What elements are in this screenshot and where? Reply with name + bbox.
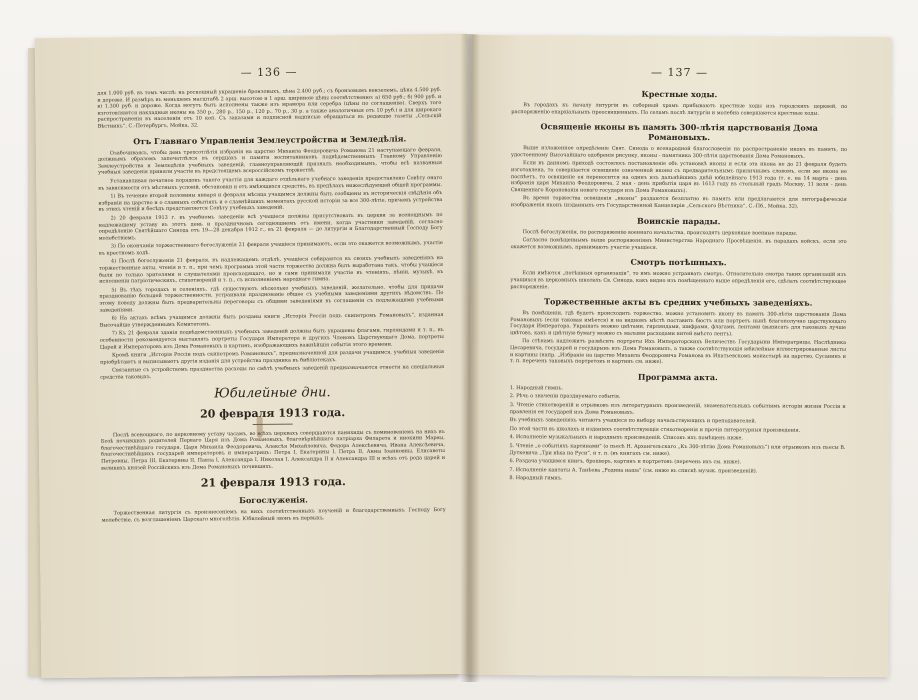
paragraph: 6) На актахъ всѣмъ учащимся должны быть розданы книги „Исторія Россіи подъ скипетромъ Романовыхъ“, изданная Высочайше утвержденнымъ Комитетомъ. (99, 312, 444, 329)
paragraph: Въ помѣщеніи, гдѣ будетъ происходить торжество, можно установить икону въ память 300-лѣтія царствованія Дома Романовыхъ (если таковая имѣется) и на видномъ мѣстѣ поставить бюстъ или портретъ нынѣ благополучно царствующаго Государя Императора. Украшать можно цвѣтами, гирляндами, шифрами, флагами, лентами (выписать для таковыхъ лучше цвѣтовъ, какъ и цвѣтную бумагу можно съ малыми расходами нитей вмѣсто лентъ). (510, 310, 847, 338)
binding-thread-mark (257, 416, 263, 438)
open-book (14, 18, 902, 680)
intro-paragraph: для 1.000 руб. въ томъ числѣ: на роскошный украшеніе бронзовыхъ, цѣна 2.400 руб.; съ бронзовымъ вензелемъ, цѣна 4.500 руб. и дороже. И размѣръ въ меньшемъ масштабѣ 2 арш. высотою и 1 арш. шириною цѣны соотвѣтственно: а) 650 руб.; б) 900 руб. и в) 1.300 руб. и дороже. Когда могутъ быть исполнены также изъ мрамора или серебра (цѣны по соглашенію). Сверхъ того изготовляются накладныя иконы на 350 р., 280 р., 150 р., 120 р., 70 р., 30 р. а также аналогичныя отъ 10 руб.) и для широкаго распространенія въ населеніи отъ 10 коп. Съ заказами и подписной надписью обращаться въ редакцію газеты „Сельскій Вѣстникъ“, С.-Петербургъ, Мойка, 32. (97, 87, 442, 130)
paragraph: 2) 20 февраля 1913 г. въ учебномъ заведеніи всѣ учащіеся должны присутствовать въ церкви за всенощнымъ по надлежащему уставу въ этотъ день и праздничномъ сегодняшнемъ отъ имени, когда участники заведеній, согласно опредѣленію Святѣйшаго Синода отъ 19—28 декабря 1912 г., въ 21 февраля — до литургіи и Благодарственный Господу Богу молебствіемъ. (98, 211, 443, 242)
section-heading-jubilee: Юбилейные дни. (214, 384, 331, 401)
list-item: 1. Народный гимнъ. (509, 384, 564, 392)
paragraph: Выше изложенное опредѣленіе Свят. Синода о всенародной благословенія на распространеніе иконъ въ память, по удостоенному Высочайшаго одобренія рисунку, иконы - памятника 300-лѣтія царствованія Дома Романовыхъ. (511, 145, 848, 160)
book-spine-gutter (460, 34, 480, 682)
list-item: 7. Исполненіе кантаты А. Танѣева „Родина наша“ (см. ниже въ спискѣ музык. произведеній). (509, 466, 758, 475)
date-heading: 21 февраля 1913 года. (200, 475, 346, 490)
paragraph: Торжественная литургія съ произнесеніемъ на нихъ соотвѣтственныхъ поученій и благодарственныхъ Господу Богу молебствіе, съ возглашеніемъ Царскаго многолѣтія. Юбилейный звонъ въ первыхъ. (101, 507, 446, 524)
paragraph: Въ городахъ къ началу литургіи въ соборный храмъ прибываютъ крестные ходы изъ городскихъ церквей, по распоряженію епархіальныхъ преосвященныхъ. По селамъ послѣ литургіи и молебна совершаются крестные ходы. (511, 102, 848, 117)
section-heading: Крестные ходы. (641, 88, 718, 100)
right-page-content (509, 65, 847, 486)
paragraph: 4) Послѣ богослуженія 21 февраля, въ надлежащемъ отдѣлѣ, учащіеся собираются въ своихъ учебныхъ заведеніяхъ на торжественные акты, чтенія и т. п., при чемъ программа этой части торжества должна быть выработана такъ, чтобы учащіеся были по только зрителями и слушателями происходящаго, но и сами принимали участіе въ чтеніяхъ, пѣніи, музыкѣ, въ исполненіи патріотическихъ, стихотвореній и т. п., съ исполненіемъ народнаго гимна. (99, 255, 444, 285)
list-item: 3. Чтеніе стихотвореній и отрывковъ изъ литературныхъ произведеній, знаменательныхъ событіямъ исторіи жизни Россіи и правленія ея государей изъ Дома Романовыхъ. (509, 402, 846, 416)
list-item: 6. Раздача учащимся книгъ, брошюръ, картинъ и портретовъ (перечень ихъ см. ниже). (509, 458, 742, 466)
paragraph: Озабочиваясь, чтобы день трехсотлѣтія избранія на царство Михаила Феодоровича Романова 21 наступающаго февраля, должнымъ образомъ запечатлѣлся въ сердцахъ и памяти воспитанниковъ подвѣдомственныхъ Главному Управленію Землеустройства и Земледѣлія учебныхъ заведеній, главноуправляющій призналъ необходимымъ, чтобы всѣ названныя учебныя заведенія приняли участіе въ предстоящемъ всероссійскомъ торжествѣ. (97, 146, 443, 176)
section-heading: Освященіе иконы въ память 300-лѣтія царствованія Дома Романовыхъ. (540, 121, 818, 143)
page-number-right: — 137 — (650, 65, 709, 80)
section-heading: Воинскіе парады. (636, 215, 721, 226)
paragraph: 3) По окончаніи торжественнаго богослуженія 21 февраля учащіеся принимаютъ, если это окажется возможнымъ, участіе въ крестномъ ходѣ. (98, 240, 443, 257)
paragraph: 5) Въ тѣхъ городахъ и селеніяхъ, гдѣ существуютъ нѣсколько учебныхъ заведеній, желательно, чтобы для придачи празднованію большей торжественности, устраивали празднованіе общее съ учебными заведеніями другихъ вѣдомствъ. По этому поводу должны быть предварительны переговоры съ общими заведеніями въ соглашеніи съ подлежащими учебными заведеніями. (99, 283, 444, 314)
paragraph: 7) Къ 21 февраля зданія подвѣдомственныхъ учебныхъ заведеній должны быть украшены флагами, гирляндами и т. п., въ особенности рекомендуется выставлять портреты Государя Императора и другихъ Членовъ Царствующаго Дома, портреты Царей и Императоровъ изъ Дома Романовыхъ и картинъ, изображающихъ важнѣйшія событія этого времени. (99, 327, 444, 351)
list-item: 2. Рѣчь о значеніи празднуемаго событія. (509, 393, 621, 401)
paragraph: Связанные съ устройствомъ празднества расходы по смѣтѣ учебныхъ заведеній предназначаются отнести на спеціальныя средства таковыхъ. (100, 364, 445, 381)
list-item: 8. Народный гимнъ. (509, 475, 563, 482)
section-heading: Программа акта. (637, 371, 718, 383)
page-number-left: — 136 — (240, 65, 298, 80)
list-item: 4. Исполненіе музыкальныхъ и народныхъ произведеній. Списокъ ихъ помѣщенъ ниже. (509, 434, 744, 442)
section-heading: Смотръ потѣшныхъ. (630, 257, 727, 268)
program-list (509, 385, 846, 484)
paragraph: Если имѣются „потѣшныя организаціи“, то имъ можно устраивать смотръ. Относительно смотра таких организацій изъ учащихся въ церковныхъ школахъ Св. Синода, какъ видно изъ помѣщеннаго выше опредѣленія его, сдѣлать соотвѣтствующее распоряженіе. (510, 270, 847, 290)
section-heading: Отъ Главнаго Управленія Землеустройства и Земледѣлія. (133, 132, 407, 146)
paragraph: Послѣ всенощнаго, по церковному уставу часамъ, во всѣхъ церквахъ совершаются панихиды съ поминовеніемъ на нихъ въ Бозѣ почившихъ родителей Перваго Царя изъ Дома Романовыхъ, благовѣрнѣйшаго патріарха Филарета и инокини Марѳы, благочестивѣйшаго государя, Царя Михаила Феодоровича, Алексѣя Михайловича, Федора Алексѣевича, Ивана Алексѣевича, благочестивѣйшихъ государей императоровъ и императрицъ: Петра I, Екатерины I, Петра II, Анны Іоанновны, Елисаветы Петровны, Петра III, Екатерины II, Павла I, Александра I, Николая I, Александра II и Александра III и всѣхъ отъ рода царей и великихъ князей Россійскихъ изъ Дома Романовыхъ почившихъ. (100, 428, 446, 472)
section-heading: Торжественные акты въ средних учебныхъ заведеніяхъ. (544, 296, 813, 308)
list-item: 5. Чтеніе „о событіяхъ картинами“ (о пьесѣ Н. Архангельскаго „Къ 300-лѣтію Дома Романовыхъ“) или отрывковъ изъ пьесы В. Дуткевича „Три вѣка на Руси“, и т. п. (въ книгахъ см. ниже). (509, 443, 846, 457)
paragraph: 1) Въ течение второй половины января и февраля мѣсяца учащимся должны быть сообщены въ историческія свѣдѣнія объ избраніи на царство и о славныхъ событіяхъ и о славнѣйшихъ моментахъ русской исторіи за все 300-лѣтіе, причемъ устройства въ этихъ чтеній и бесѣдъ представляется Совѣту учебныхъ заведеній. (98, 190, 443, 213)
left-page (35, 34, 474, 678)
paragraph: Кромѣ книги „Исторія Россіи подъ скипетромъ Романовыхъ“, предназначенной для раздачи учащимся, учебныя заведенія пріобрѣтаютъ и выписываютъ другія изданія для устройства праздника въ библіотекахъ. (100, 349, 445, 366)
list-item: Въ учебныхъ заведеніяхъ читаютъ учащіеся по выбору начальствующихъ и преподавателей. (509, 417, 757, 425)
date-heading: 20 февраля 1913 года. (200, 405, 346, 421)
paragraph: По стѣнамъ надлежитъ развѣсить портреты Ихъ Императорскихъ Величествъ Государыни Императрицы, Наслѣдника Цесаревича, государей и государынь изъ Дома Романовыхъ, а также соотвѣтствующія юбилейные иллюстрированные листы и картины (напр. „Избраніе на царство Михаила Феодоровича Романова въ Ипатьевскомъ монастырѣ на царство, Сусанинъ и т. п. перечень таковыхъ портретовъ и картинъ см. ниже). (509, 338, 847, 366)
paragraph: Въ время торжества освященія „иконы“ раздаются безплатно въ память или предлагаются для литографическія изображенія иконъ (изданныхъ отъ Государственной Канцеляріи „Сельского Вѣстника“, С.-Пб., Мойка, 32). (510, 195, 847, 210)
paragraph: Послѣ богослуженія, по распоряженію военнаго начальства, происходятъ церковные военные парады. (522, 228, 798, 237)
paragraph: Согласно помѣщеннымъ выше распоряженіямъ Министерства Народнаго Просвѣщенія, въ парадахъ войскъ, если это окажется возможнымъ, принимаютъ участіе учащіеся. (510, 237, 847, 251)
paragraph: Если въ данномъ приходѣ состоялось постановленіе объ установкѣ иконы и если эта икона не до 21 февраля будетъ изготовлена, то совершается освященіе означенной иконы съ предварительнымъ приличнымъ словомъ, если же икона не поспѣетъ, то освященіе ея переносится на одинъ изъ дальнѣйшихъ днѣй юбилейнаго 1913 года (т. е. на 14 марта - день избранія царя Михаила Феодоровича, 2 мая - день прибытія царя въ 1613 году въ стольный градъ Москву, 11 іюля - день Священнаго Коронованія новаго государя изъ Дома Романовыхъ). (510, 160, 848, 194)
list-item: По этой части въ школахъ и изданіяхъ соотвѣтствующія стихотворенія и прочія литературныя произведенія. (509, 425, 801, 434)
paragraph: Устанавливая печатное порядокъ такого участія для каждаго отдѣльнаго учебнаго заведенія предоставлено Совѣту онаго въ зависимости отъ мѣстныхъ условій, обстановки и отъ имѣющихся средствъ, въ предѣлахъ нижеслѣдующей общей программы. (98, 174, 443, 192)
right-page (468, 35, 891, 677)
left-page-content (97, 64, 446, 526)
subheading: Богослуженія. (239, 494, 308, 506)
